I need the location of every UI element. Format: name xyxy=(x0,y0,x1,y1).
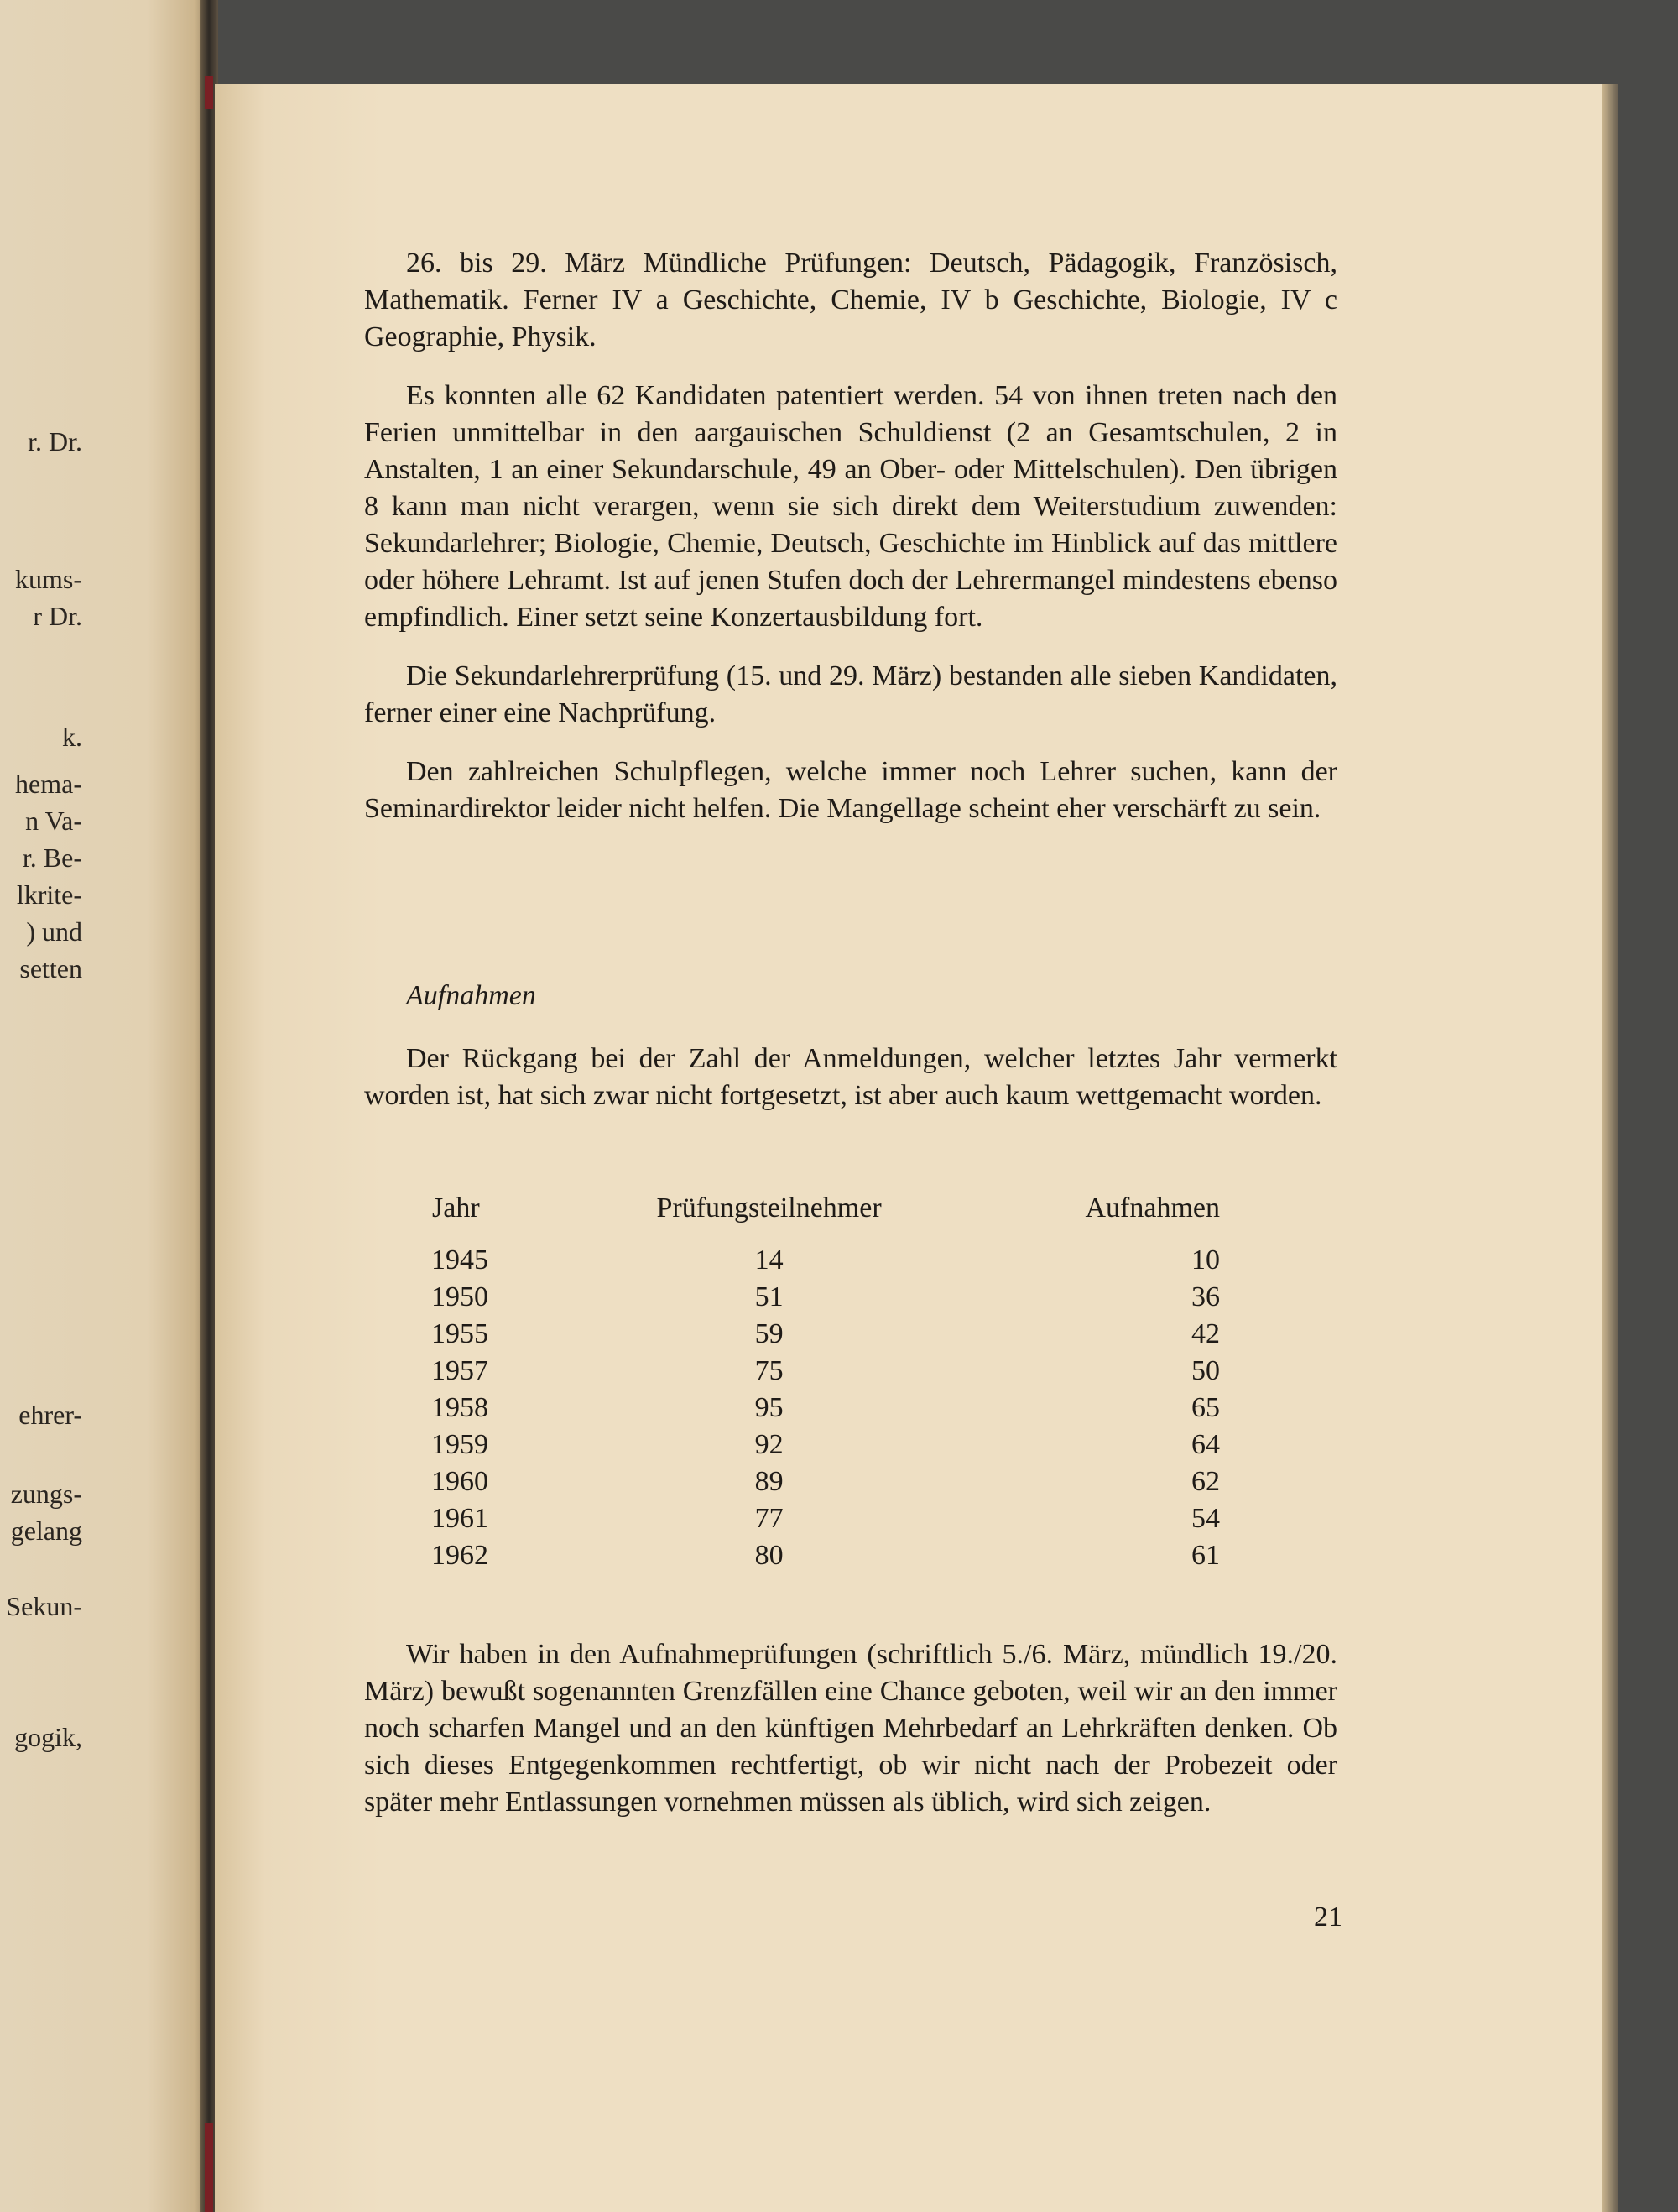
body-text-top xyxy=(364,245,1337,849)
paragraph-secondary-exam: Die Sekundarlehrerprüfung (15. und 29. März) bestanden alle sieben Kandidaten, ferner einer eine Nachprüfung. xyxy=(364,660,1337,728)
cell-year: 1958 xyxy=(431,1392,488,1423)
section-intro-block xyxy=(364,1041,1337,1136)
table-row xyxy=(431,1463,1253,1500)
table-row xyxy=(431,1427,1253,1463)
section-intro: Der Rückgang bei der Zahl der Anmeldungen, welcher letztes Jahr vermerkt worden ist, hat sich zwar nicht fortgesetzt, ist aber auch kaum wettgemacht worden. xyxy=(364,1043,1337,1111)
cell-admissions: 42 xyxy=(1191,1318,1220,1349)
cell-admissions: 62 xyxy=(1191,1466,1220,1497)
paragraph-closing: Wir haben in den Aufnahmeprüfungen (schriftlich 5./6. März, mündlich 19./20. März) bewußt sogenannten Grenzfällen eine Chance geboten, weil wir an den immer noch scharfen Mangel und an den künftigen Mehrbedarf an Lehrkräften denken. Ob sich dieses Entgegenkommen rechtfertigt, ob wir nicht nach der Probezeit oder später mehr Entlassungen vornehmen müssen als üblich, wird sich zeigen. xyxy=(364,1639,1337,1818)
bookmark-ribbon-bottom xyxy=(205,2123,213,2212)
cell-participants: 51 xyxy=(754,1281,784,1312)
cell-admissions: 65 xyxy=(1191,1392,1220,1423)
left-page-fragment: lkrite- xyxy=(16,879,82,910)
admissions-table xyxy=(431,1192,1253,1574)
cell-year: 1955 xyxy=(431,1318,488,1349)
cell-participants: 80 xyxy=(754,1540,784,1571)
cell-participants: 95 xyxy=(754,1392,784,1423)
cell-admissions: 50 xyxy=(1191,1355,1220,1386)
table-row xyxy=(431,1537,1253,1574)
table-row xyxy=(431,1353,1253,1390)
left-page-fragment: n Va- xyxy=(25,806,82,836)
left-page-fragment: ) und xyxy=(26,916,82,947)
cell-participants: 89 xyxy=(754,1466,784,1497)
cell-year: 1950 xyxy=(431,1281,488,1312)
bookmark-ribbon-top xyxy=(205,76,213,109)
left-page-fragment: hema- xyxy=(15,769,82,799)
left-page-fragment: r. Be- xyxy=(22,843,82,873)
table-row xyxy=(431,1390,1253,1427)
left-page-fragment: kums- xyxy=(15,564,82,594)
cell-year: 1945 xyxy=(431,1244,488,1276)
cell-year: 1961 xyxy=(431,1503,488,1534)
header-admissions: Aufnahmen xyxy=(1085,1192,1220,1223)
page-edge xyxy=(1602,84,1618,2212)
left-page-fragment: k. xyxy=(62,722,82,752)
left-page-fragment: Sekun- xyxy=(6,1591,82,1621)
page-number: 21 xyxy=(1314,1902,1342,1933)
cell-participants: 92 xyxy=(754,1429,784,1460)
cell-admissions: 54 xyxy=(1191,1503,1220,1534)
left-page-fragment: r. Dr. xyxy=(28,426,82,456)
closing-block xyxy=(364,1636,1337,1843)
table-row xyxy=(431,1279,1253,1316)
paragraph-candidates: Es konnten alle 62 Kandidaten patentiert werden. 54 von ihnen treten nach den Ferien unmittelbar in den aargauischen Schuldienst (2 an Gesamtschulen, 2 in Anstalten, 1 an einer Sekundarschule, 49 an Ober- oder Mittelschulen). Den übrigen 8 kann man nicht verargen, wenn sie sich direkt dem Weiterstudium zuwenden: Sekundarlehrer; Biologie, Chemie, Deutsch, Geschichte im Hinblick auf das mittlere oder höhere Lehramt. Ist auf jenen Stufen doch der Lehrermangel mindestens ebenso empfindlich. Einer setzt seine Konzertausbildung fort. xyxy=(364,380,1337,633)
header-year: Jahr xyxy=(432,1192,480,1223)
cell-participants: 14 xyxy=(754,1244,784,1276)
cell-year: 1959 xyxy=(431,1429,488,1460)
table-header-row xyxy=(431,1192,1253,1242)
section-heading: Aufnahmen xyxy=(406,980,536,1011)
cell-admissions: 10 xyxy=(1191,1244,1220,1276)
cell-admissions: 64 xyxy=(1191,1429,1220,1460)
header-participants: Prüfungsteilnehmer xyxy=(656,1192,882,1223)
cell-year: 1960 xyxy=(431,1466,488,1497)
left-page-fragment: gelang xyxy=(10,1516,82,1546)
paragraph-exams: 26. bis 29. März Mündliche Prüfungen: Deutsch, Pädagogik, Französisch, Mathematik. Ferner IV a Geschichte, Chemie, IV b Geschichte, Biologie, IV c Geographie, Physik. xyxy=(364,248,1337,352)
cell-year: 1957 xyxy=(431,1355,488,1386)
left-page-fragment: setten xyxy=(19,953,82,983)
left-page-fragment: gogik, xyxy=(14,1722,82,1752)
cell-admissions: 61 xyxy=(1191,1540,1220,1571)
paragraph-shortage: Den zahlreichen Schulpflegen, welche immer noch Lehrer suchen, kann der Seminardirektor leider nicht helfen. Die Mangellage scheint eher verschärft zu sein. xyxy=(364,756,1337,824)
table-row xyxy=(431,1500,1253,1537)
table-row xyxy=(431,1316,1253,1353)
left-page-fragment: ehrer- xyxy=(18,1400,82,1430)
cell-admissions: 36 xyxy=(1191,1281,1220,1312)
left-page xyxy=(0,0,210,2212)
left-page-fragment: zungs- xyxy=(10,1479,82,1509)
cell-participants: 59 xyxy=(754,1318,784,1349)
cell-year: 1962 xyxy=(431,1540,488,1571)
table-row xyxy=(431,1242,1253,1279)
cell-participants: 75 xyxy=(754,1355,784,1386)
left-page-fragment: r Dr. xyxy=(33,601,82,631)
cell-participants: 77 xyxy=(754,1503,784,1534)
